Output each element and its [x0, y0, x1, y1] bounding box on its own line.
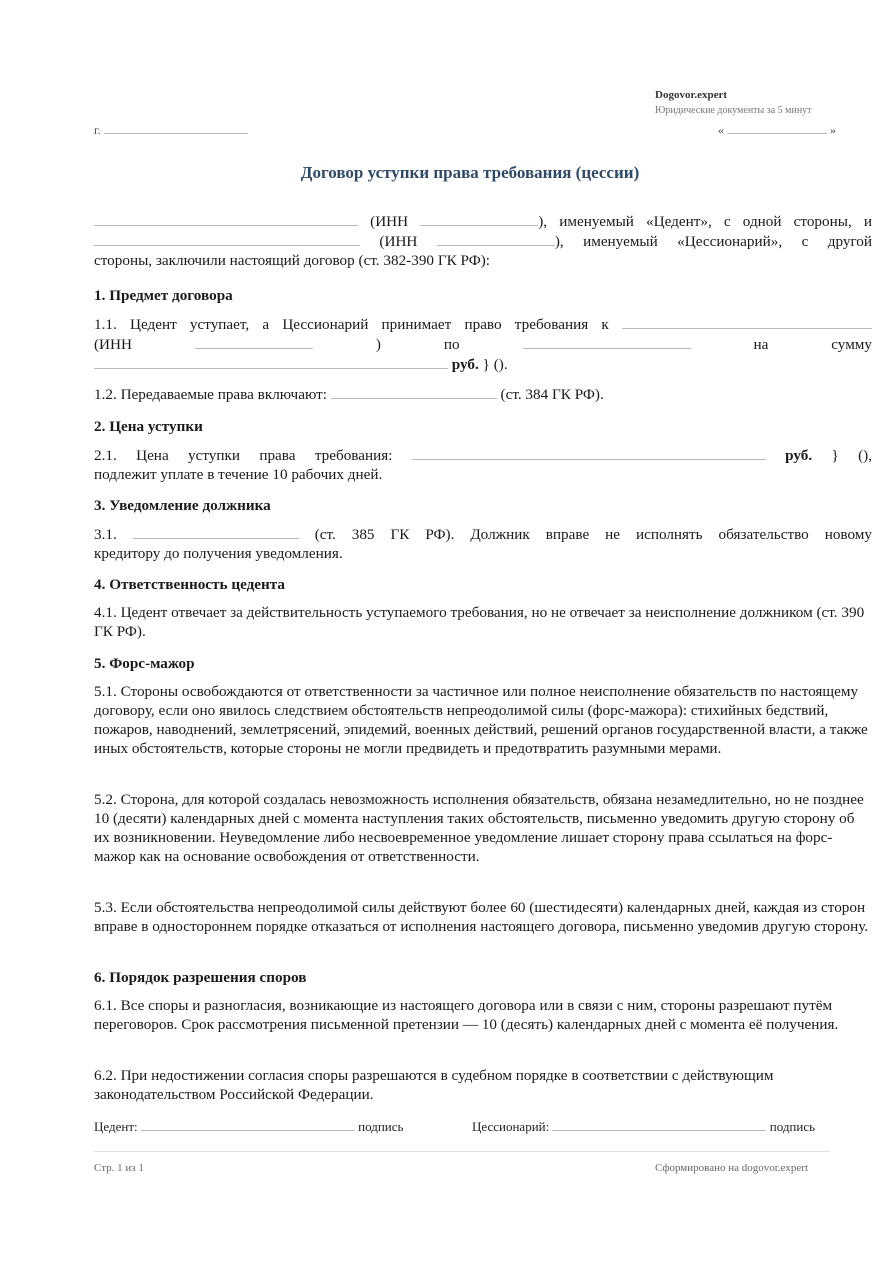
clause-1-1-end: } (). [482, 356, 508, 373]
clause-2-1 [94, 445, 872, 484]
clause-3-1 [94, 524, 872, 563]
clause-3-1-text: (ст. 385 ГК РФ). Должник вправе не исполнять обязательство новому [314, 526, 872, 543]
clause-6-1-text: 6.1. Все споры и разногласия, возникающие из настоящего договора или в связи с ним, стороны разрешают путём переговоров. Срок рассмотрения письменной претензии — 10 (десять) календарных дней с момента её получения. [94, 997, 839, 1033]
notice-blank [133, 524, 299, 539]
cessionary-name-blank [94, 231, 360, 246]
section-4-heading: 4. Ответственность цедента [94, 576, 286, 593]
clause-2-1-line-2: подлежит уплате в течение 10 рабочих дней. [94, 466, 383, 483]
cedent-sign-caption: подпись [358, 1119, 404, 1134]
clause-1-1-na: на [753, 336, 769, 353]
clause-5-3 [94, 898, 872, 936]
clause-1-1-paren: ) [375, 336, 381, 353]
preamble-inn-label-2: (ИНН [379, 233, 418, 250]
date-close-quote: » [830, 123, 836, 137]
clause-1-2 [94, 384, 872, 404]
cedent-signature [94, 1116, 403, 1135]
cedent-label: Цедент: [94, 1119, 138, 1134]
clause-3-1-line-1 [94, 524, 872, 544]
clause-1-2-ref: (ст. 384 ГК РФ). [500, 386, 604, 403]
page-number: Стр. 1 из 1 [94, 1162, 144, 1174]
preamble-line-1 [94, 211, 872, 231]
clause-1-1-line-2 [94, 334, 872, 354]
clause-2-1-rub: руб. [785, 447, 813, 464]
price-blank [412, 445, 766, 460]
clause-1-1-text: 1.1. Цедент уступает, а Цессионарий принимает право требования к [94, 316, 609, 333]
preamble-line-3: стороны, заключили настоящий договор (ст. 382-390 ГК РФ): [94, 252, 490, 269]
preamble [94, 211, 872, 270]
document-title: Договор уступки права требования (цессии) [300, 163, 640, 182]
clause-1-1-summ: сумму [831, 336, 873, 353]
cedent-inn-blank [420, 211, 538, 226]
clause-2-1-line-1 [94, 445, 872, 465]
clause-2-1-end: (), [858, 447, 873, 464]
clause-3-1-line-2: кредитору до получения уведомления. [94, 545, 343, 562]
amount-blank [94, 354, 448, 369]
cessionary-inn-blank [437, 231, 555, 246]
clause-1-1-line-3 [94, 354, 872, 374]
brand-block [655, 88, 812, 118]
footer-divider [94, 1151, 830, 1152]
cessionary-signature-line [552, 1116, 766, 1131]
clause-2-1-text: 2.1. Цена уступки права требования: [94, 447, 393, 464]
clause-5-2 [94, 790, 872, 866]
clause-5-1 [94, 682, 872, 758]
clause-5-2-text: 5.2. Сторона, для которой создалась невозможность исполнения обязательств, обязана незамедлительно, но не позднее 10 (десяти) календарных дней с момента наступления таких обстоятельств, письменно уведомить другую сторону об их возникновении. Неуведомление либо несвоевременное уведомление лишает сторону права ссылаться на форс-мажор как на основание освобождения от ответственности. [94, 791, 864, 865]
clause-1-1-rub: руб. [451, 356, 479, 373]
preamble-line-2-tail: ), именуемый «Цессионарий», с другой [554, 233, 873, 250]
section-6-heading: 6. Порядок разрешения споров [94, 969, 307, 986]
date-open-quote: « [718, 123, 724, 137]
clause-5-3-text: 5.3. Если обстоятельства непреодолимой силы действуют более 60 (шестидесяти) календарных дней, каждая из сторон вправе в одностороннем порядке отказаться от исполнения настоящего договора, письменно уведомив другую сторону. [94, 899, 869, 935]
section-1-heading: 1. Предмет договора [94, 287, 233, 304]
debtor-inn-blank [195, 334, 313, 349]
clause-1-1-inn: (ИНН [94, 336, 132, 353]
clause-1-1-line-1 [94, 314, 872, 334]
cessionary-sign-caption: подпись [769, 1119, 816, 1134]
clause-1-2-text: 1.2. Передаваемые права включают: [94, 386, 327, 403]
cessionary-label: Цессионарий: [472, 1119, 550, 1134]
cedent-name-blank [94, 211, 358, 226]
preamble-line-1-tail: ), именуемый «Цедент», с одной стороны, и [538, 213, 873, 230]
city-blank [104, 119, 248, 134]
cessionary-signature [472, 1116, 815, 1135]
city-prefix: г. [94, 123, 101, 137]
section-5-heading: 5. Форс-мажор [94, 655, 195, 672]
section-2-heading: 2. Цена уступки [94, 418, 203, 435]
clause-6-2-text: 6.2. При недостижении согласия споры разрешаются в судебном порядке в соответствии с действующим законодательством Российской Федерации. [94, 1067, 774, 1103]
clause-4-1-text: 4.1. Цедент отвечает за действительность уступаемого требования, но не отвечает за неисполнение должником (ст. 390 ГК РФ). [94, 604, 865, 640]
basis-blank [523, 334, 691, 349]
city-field [94, 119, 248, 138]
clause-1-1 [94, 314, 872, 374]
clause-2-1-brace: } [831, 447, 839, 464]
clause-6-1 [94, 996, 872, 1034]
clause-4-1 [94, 603, 872, 641]
rights-blank [331, 384, 497, 399]
clause-1-1-po: по [443, 336, 460, 353]
generated-note: Сформировано на dogovor.expert [655, 1162, 809, 1174]
clause-6-2 [94, 1066, 872, 1104]
date-field [718, 119, 836, 138]
date-blank [727, 119, 827, 134]
debtor-blank [622, 314, 872, 329]
section-3-heading: 3. Уведомление должника [94, 497, 271, 514]
preamble-inn-label: (ИНН [370, 213, 409, 230]
cedent-signature-line [141, 1116, 355, 1131]
clause-5-1-text: 5.1. Стороны освобождаются от ответственности за частичное или полное неисполнение обязательств по настоящему договору, если оно явилось следствием обстоятельств непреодолимой силы (форс-мажора): стихийных бедствий, пожаров, наводнений, землетрясений, эпидемий, военных действий, решений органов государственной власти, а также иных обстоятельств, которые стороны не могли предвидеть и предотвратить разумными мерами. [94, 683, 868, 757]
clause-3-1-num: 3.1. [94, 526, 117, 543]
brand-tagline: Юридические документы за 5 минут [655, 105, 812, 116]
brand-name: Dogovor.expert [655, 89, 727, 101]
preamble-line-2 [94, 231, 872, 251]
